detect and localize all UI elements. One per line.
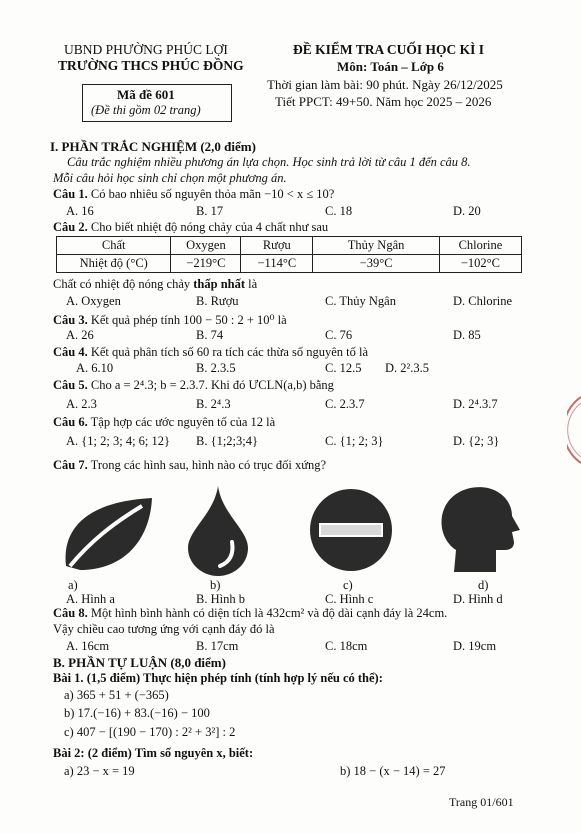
question-text: Trong các hình sau, hình nào có trục đối xứng? xyxy=(90,458,327,472)
q7-option-b[interactable]: B. Hình b xyxy=(196,592,245,606)
leaf-icon xyxy=(60,492,158,572)
q7-option-d[interactable]: D. Hình d xyxy=(453,592,503,606)
q8-option-b[interactable]: B. 17cm xyxy=(196,639,239,653)
q6-option-b[interactable]: B. {1;2;3;4} xyxy=(196,434,259,448)
bai2-title xyxy=(53,746,253,761)
q8-option-c[interactable]: C. 18cm xyxy=(325,639,368,653)
part1-heading: I. PHẦN TRẮC NGHIỆM (2,0 điểm) xyxy=(50,139,256,154)
q2-followup-post: là xyxy=(245,277,258,291)
q5-option-d[interactable]: D. 2⁴.3.7 xyxy=(453,397,498,411)
q6-option-a[interactable]: A. {1; 2; 3; 4; 6; 12} xyxy=(66,434,171,448)
bai2-label: Bài 2: xyxy=(53,746,85,760)
exam-time: Thời gian làm bài: 90 phút. Ngày 26/12/2025 xyxy=(267,77,503,92)
question-label: Câu 1. xyxy=(53,187,88,201)
q8-option-a[interactable]: A. 16cm xyxy=(66,639,110,653)
figure-label-a: a) xyxy=(68,578,78,592)
bai1-title xyxy=(53,671,383,686)
bai1-label: Bài 1. xyxy=(53,671,84,685)
question-6 xyxy=(53,415,275,430)
q5-option-c[interactable]: C. 2.3.7 xyxy=(325,397,365,411)
question-text: Kết quả phân tích số 60 ra tích các thừa số nguyên tố là xyxy=(90,345,369,359)
table-cell: Thủy Ngân xyxy=(313,237,440,255)
question-label: Câu 2. xyxy=(53,220,88,234)
question-8 xyxy=(53,606,447,621)
q3-option-a[interactable]: A. 26 xyxy=(66,328,94,342)
question-label: Câu 5. xyxy=(53,378,88,392)
question-label: Câu 6. xyxy=(53,415,88,429)
stamp-edge-icon xyxy=(567,395,581,465)
question-1 xyxy=(53,187,334,202)
q5-option-b[interactable]: B. 2⁴.3 xyxy=(196,397,231,411)
question-text: Cho biết nhiệt độ nóng chảy của 4 chất như sau xyxy=(90,220,329,234)
exam-subject: Môn: Toán – Lớp 6 xyxy=(337,59,444,74)
q3-option-b[interactable]: B. 74 xyxy=(196,328,224,342)
table-cell: −102°C xyxy=(439,255,521,273)
q3-option-d[interactable]: D. 85 xyxy=(453,328,481,342)
figure-label-d: d) xyxy=(478,578,489,592)
question-5 xyxy=(53,378,334,393)
q2-followup xyxy=(53,277,257,292)
bai1-part-a: a) 365 + 51 + (−365) xyxy=(64,688,169,702)
q2-option-c[interactable]: C. Thủy Ngân xyxy=(325,294,396,308)
q5-option-a[interactable]: A. 2.3 xyxy=(66,397,97,411)
q4-option-a[interactable]: A. 6.10 xyxy=(76,361,114,375)
q4-option-d[interactable]: D. 2².3.5 xyxy=(385,361,430,375)
table-cell: −219°C xyxy=(171,255,241,273)
table-header-row xyxy=(57,237,522,255)
exam-period: Tiết PPCT: 49+50. Năm học 2025 – 2026 xyxy=(275,94,492,109)
q2-followup-pre: Chất có nhiệt độ nóng chảy xyxy=(53,277,194,291)
question-text: Tập hợp các ước nguyên tố của 12 là xyxy=(90,415,276,429)
question-label: Câu 4. xyxy=(53,345,88,359)
part1-instruction-2: Mỗi câu hỏi học sinh chỉ chọn một phương án. xyxy=(53,171,287,185)
bai2-part-a: a) 23 − x = 19 xyxy=(64,764,135,778)
table-cell: −39°C xyxy=(313,255,440,273)
dept-name: UBND PHƯỜNG PHÚC LỢI xyxy=(64,42,228,57)
table-cell: Chất xyxy=(57,237,171,255)
q7-option-a[interactable]: A. Hình a xyxy=(66,592,115,606)
school-name: TRƯỜNG THCS PHÚC ĐỒNG xyxy=(58,58,244,73)
table-cell: Oxygen xyxy=(171,237,241,255)
q6-option-d[interactable]: D. {2; 3} xyxy=(453,434,500,448)
question-text: Một hình bình hành có diện tích là 432cm² và độ dài cạnh đáy là 24cm. xyxy=(90,606,448,620)
q7-option-c[interactable]: C. Hình c xyxy=(325,592,374,606)
question-label: Câu 7. xyxy=(53,458,88,472)
q4-option-b[interactable]: B. 2.3.5 xyxy=(196,361,236,375)
table-cell: Chlorine xyxy=(439,237,521,255)
part2-heading: B. PHẦN TỰ LUẬN (8,0 điểm) xyxy=(53,655,226,670)
bai2-part-b: b) 18 − (x − 14) = 27 xyxy=(340,764,446,778)
bai1-part-b: b) 17.(−16) + 83.(−16) − 100 xyxy=(64,706,210,720)
pages-note: (Đề thi gồm 02 trang) xyxy=(91,103,201,117)
question-label: Câu 3. xyxy=(53,313,88,327)
q2-followup-bold: thấp nhất xyxy=(193,277,246,291)
q2-option-d[interactable]: D. Chlorine xyxy=(453,294,513,308)
q1-option-a[interactable]: A. 16 xyxy=(66,204,94,218)
head-profile-icon xyxy=(434,484,524,574)
table-cell: Nhiệt độ (°C) xyxy=(57,255,171,273)
q8-option-d[interactable]: D. 19cm xyxy=(453,639,497,653)
table-cell: Rượu xyxy=(241,237,313,255)
question-3 xyxy=(53,312,287,328)
water-drop-icon xyxy=(186,484,250,576)
q1-option-c[interactable]: C. 18 xyxy=(325,204,353,218)
exam-code: Mã đề 601 xyxy=(117,87,175,102)
question-2 xyxy=(53,220,328,235)
exam-title: ĐỀ KIỂM TRA CUỐI HỌC KÌ I xyxy=(293,42,485,57)
melting-point-table xyxy=(56,236,522,273)
question-label: Câu 8. xyxy=(53,606,88,620)
table-cell: −114°C xyxy=(241,255,313,273)
question-8-text-2: Vậy chiều cao tương ứng với cạnh đáy đó là xyxy=(53,622,275,636)
q1-option-b[interactable]: B. 17 xyxy=(196,204,224,218)
q2-option-b[interactable]: B. Rượu xyxy=(196,294,239,308)
question-4 xyxy=(53,345,368,360)
q1-option-d[interactable]: D. 20 xyxy=(453,204,481,218)
figure-label-c: c) xyxy=(343,578,353,592)
question-text: Kết quả phép tính 100 − 50 : 2 + 10⁰ là xyxy=(90,313,287,327)
bai2-heading: (2 điểm) Tìm số nguyên x, biết: xyxy=(87,746,254,760)
no-entry-icon xyxy=(309,488,393,572)
table-row xyxy=(57,255,522,273)
figure-label-b: b) xyxy=(210,578,221,592)
q2-option-a[interactable]: A. Oxygen xyxy=(66,294,121,308)
question-text: Cho a = 2⁴.3; b = 2.3.7. Khi đó ƯCLN(a,b) bằng xyxy=(90,378,334,392)
bai1-heading: (1,5 điểm) Thực hiện phép tính (tính hợp lý nếu có thể): xyxy=(86,671,383,685)
code-box xyxy=(82,84,232,122)
question-7 xyxy=(53,458,326,473)
q4-option-c[interactable]: C. 12.5 xyxy=(325,361,362,375)
q3-option-c[interactable]: C. 76 xyxy=(325,328,353,342)
part1-instruction: Câu trắc nghiệm nhiều phương án lựa chọn. Học sinh trả lời từ câu 1 đến câu 8. xyxy=(67,155,471,169)
question-text: Có bao nhiêu số nguyên thỏa mãn −10 < x ≤ 10? xyxy=(90,187,335,201)
bai1-part-c: c) 407 − [(190 − 170) : 2² + 3²] : 2 xyxy=(64,725,236,739)
page-number: Trang 01/601 xyxy=(449,795,514,809)
q6-option-c[interactable]: C. {1; 2; 3} xyxy=(325,434,384,448)
